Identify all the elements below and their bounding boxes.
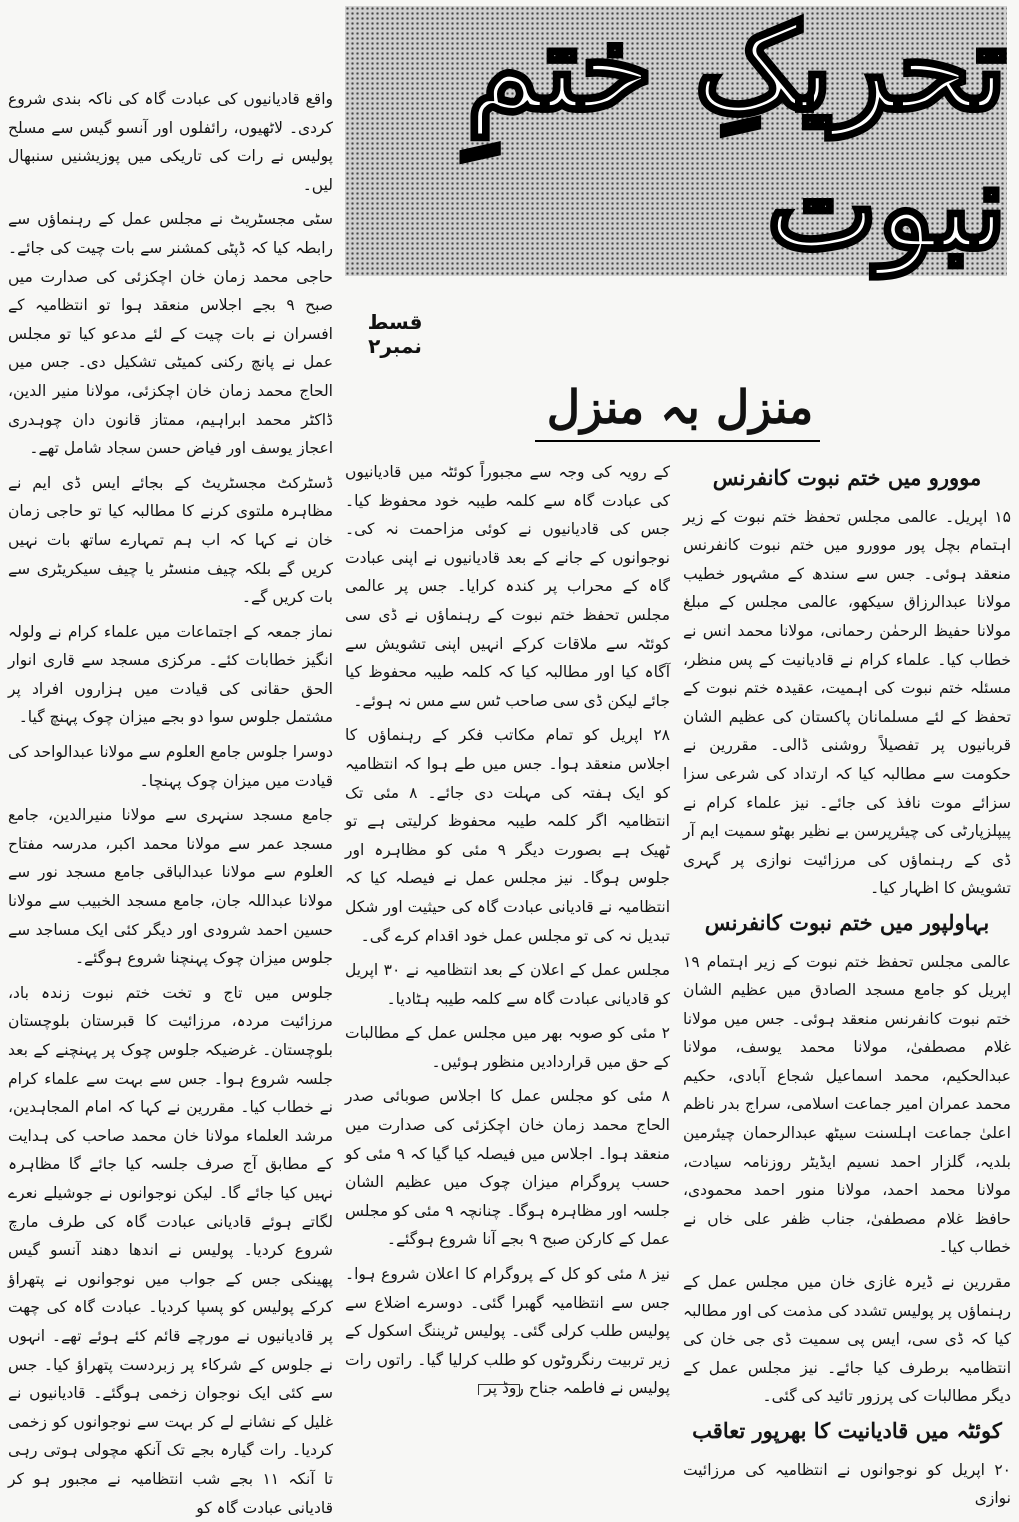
paragraph: ۲۸ اپریل کو تمام مکاتب فکر کے رہنماؤں کا اجلاس منعقد ہوا۔ جس میں طے ہوا کہ انتظامیہ کو ایک ہفتہ کی مہلت دی جائے۔ ۸ مئی تک انتظامیہ اگر کلمہ طیبہ محفوظ کرلیتی ہے تو ٹھیک ہے بصورت دیگر ۹ مئی کو مظاہرہ اور جلوس ہوگا۔ نیز مجلس عمل نے فیصلہ کیا کہ انتظامیہ نے قادیانی عبادت گاہ کی حیثیت اور شکل تبدیل نہ کی تو مجلس عمل خود اقدام کرے گی۔ [345, 726, 670, 945]
paragraph: مجلس عمل کے اعلان کے بعد انتظامیہ نے ۳۰ اپریل کو قادیانی عبادت گاہ سے کلمہ طیبہ ہٹادیا۔ [345, 961, 670, 1008]
paragraph: ڈسٹرکٹ مجسٹریٹ کے بجائے ایس ڈی ایم نے مظاہرہ ملتوی کرنے کا مطالبہ کیا تو حاجی زمان خان نے کہا کہ اب ہم تمہارے ساتھ بات نہیں کریں گے بلکہ چیف منسٹر یا چیف سیکریٹری سے بات کریں گے۔ [8, 473, 333, 607]
paragraph: واقع قادیانیوں کی عبادت گاہ کی ناکہ بندی شروع کردی۔ لاٹھیوں، رائفلوں اور آنسو گیس سے مسلح پولیس نے رات کی تاریکی میں پوزیشنیں سنبھال لیں۔ [8, 90, 333, 194]
paragraph: ۲۰ اپریل کو نوجوانوں نے انتظامیہ کی مرزائیت نوازی [683, 1460, 1011, 1508]
masthead-title: تحریکِ ختمِ نبوت [466, 0, 1007, 276]
subheading-quetta: کوئٹہ میں قادیانیت کا بھرپور تعاقب [692, 1418, 1002, 1443]
paragraph: کے رویہ کی وجہ سے مجبوراً کوئٹہ میں قادیانیوں کی عبادت گاہ سے کلمہ طیبہ خود محفوظ کیا۔ جس کی قادیانیوں نے کوئی مزاحمت نہ کی۔ نوجوانوں کے جانے کے بعد قادیانیوں نے اپنی عبادت گاہ کے محراب پر کندہ کرایا۔ جس پر عالمی مجلس تحفظ ختم نبوت کے رہنماؤں نے ڈی سی کوئٹہ سے ملاقات کرکے انہیں اپنی تشویش سے آگاہ کیا اور مطالبہ کیا کہ کلمہ طیبہ محفوظ کیا جائے لیکن ڈی سی صاحب ٹس سے مس نہ ہوئے۔ [345, 463, 670, 710]
paragraph: نماز جمعہ کے اجتماعات میں علماء کرام نے ولولہ انگیز خطابات کئے۔ مرکزی مسجد سے قاری انوار الحق حقانی کی قیادت میں ہزاروں افراد پر مشتمل جلوس سوا دو بجے میزان چوک پہنچ گیا۔ [8, 622, 333, 727]
paragraph: مقررین نے ڈیرہ غازی خان میں مجلس عمل کے رہنماؤں پر پولیس تشدد کی مذمت کی اور مطالبہ کیا کہ ڈی سی، ایس پی سمیت ڈی جی خان کی انتظامیہ برطرف کیا جائے۔ نیز مجلس عمل کے دیگر مطالبات کی پرزور تائید کی گئی۔ [683, 1273, 1011, 1406]
paragraph: ۲ مئی کو صوبہ بھر میں مجلس عمل کے مطالبات کے حق میں قراردادیں منظور ہوئیں۔ [345, 1024, 670, 1071]
column-middle [345, 458, 670, 1398]
paragraph: ۸ مئی کو مجلس عمل کا اجلاس صوبائی صدر الحاج محمد زمان خان اچکزئی کی صدارت میں منعقد ہوا۔ اجلاس میں فیصلہ کیا گیا کہ ۹ مئی کو حسب پروگرام میزان چوک میں عظیم الشان جلسہ اور مظاہرہ ہوگا۔ چنانچہ ۹ مئی کو مجلس عمل کے کارکن صبح ۹ بجے آنا شروع ہوگئے۔ [345, 1087, 670, 1249]
paragraph: سٹی مجسٹریٹ نے مجلس عمل کے رہنماؤں سے رابطہ کیا کہ ڈپٹی کمشنر سے بات چیت کی جائے۔ حاجی محمد زمان خان اچکزئی کی صدارت میں صبح ۹ بجے اجلاس منعقد ہوا تو انتظامیہ کے افسران نے بات چیت کے لئے مدعو کیا تو مجلس عمل نے پانچ رکنی کمیٹی تشکیل دی۔ جس میں الحاج محمد زمان خان اچکزئی، مولانا منیر الدین، ڈاکٹر محمد ابراہیم، ممتاز قانون دان چوہدری اعجاز یوسف اور فیاض حسن سجاد شامل تھے۔ [8, 210, 333, 458]
paragraph: جامع مسجد سنہری سے مولانا منیرالدین، جامع مسجد عمر سے مولانا محمد اکبر، مدرسہ مفتاح العلوم سے مولانا عبدالباقی جامع مسجد نور سے مولانا عبداللہ جان، جامع مسجد الخبیب سے مولانا حسین احمد شرودی اور دیگر کئی ایک مساجد سے جلوس میزان چوک پہنچنا شروع ہوگئے۔ [8, 806, 333, 968]
paragraph: جلوس میں تاج و تخت ختم نبوت زندہ باد، مرزائیت مردہ، مرزائیت کا قبرستان بلوچستان بلوچستان۔ غرضیکہ جلوس چوک پر پہنچنے کے بعد جلسہ شروع ہوا۔ جس سے بہت سے علماء کرام نے خطاب کیا۔ مقررین نے کہا کہ امام المجاہدین، مرشد العلماء مولانا خان محمد صاحب کی ہدایت کے مطابق آج صرف جلسہ کیا جائے گا مظاہرہ نہیں کیا جائے گا۔ لیکن نوجوانوں نے جوشیلے نعرے لگاتے ہوئے قادیانی عبادت گاہ کی طرف مارچ شروع کردیا۔ پولیس نے اندھا دھند آنسو گیس پھینکی جس کے جواب میں نوجوانوں نے پتھراؤ کرکے پولیس کو پسپا کردیا۔ عبادت گاہ کی چھت پر قادیانیوں نے مورچے قائم کئے ہوئے تھے۔ انہوں نے جلوس کے شرکاء پر زبردست پتھراؤ کیا۔ جس سے کئی ایک نوجوان زخمی ہوگئے۔ قادیانیوں نے غلیل کے نشانے لے کر بہت سے نوجوانوں کو زخمی کردیا۔ رات گیارہ بجے تک آنکھ مچولی ہوتی رہی تا آنکہ ۱۱ بجے شب انتظامیہ نے مجبور ہو کر قادیانی عبادت گاہ کو [8, 983, 334, 1517]
column-left [8, 85, 334, 1517]
section-heading: منزل بہ منزل [546, 380, 814, 434]
paragraph: دوسرا جلوس جامع العلوم سے مولانا عبدالواحد کی قیادت میں میزان چوک پہنچا۔ [8, 743, 333, 790]
paragraph: ۱۵ اپریل۔ عالمی مجلس تحفظ ختم نبوت کے زیر اہتمام بچل پور موورو میں ختم نبوت کانفرنس منعقد ہوئی۔ جس سے سندھ کے مشہور خطیب مولانا عبدالرزاق سیکھو، عالمی مجلس کے مبلغ مولانا حفیظ الرحمٰن رحمانی، مولانا محمد انس نے خطاب کیا۔ علماء کرام نے قادیانیت کے پس منظر، مسئلہ ختم نبوت کی اہمیت، عقیدہ ختم نبوت کے تحفظ کے لئے مسلمانان پاکستان کی عظیم الشان قربانیوں پر تفصیلاً روشنی ڈالی۔ مقررین نے حکومت سے مطالبہ کیا کہ ارتداد کی شرعی سزا سزائے موت نافذ کی جائے۔ نیز علماء کرام نے پیپلزپارٹی کی چیئرپرسن بے نظیر بھٹو سمیت ایم آر ڈی کے رہنماؤں کی مرزائیت نوازی پر گہری تشویش کا اظہار کیا۔ [683, 507, 1011, 898]
masthead-banner [345, 0, 1007, 276]
column-right [683, 458, 1011, 1508]
installment-label: قسط نمبر۲ [367, 310, 423, 358]
subheading-bahawalpur: بہاولپور میں ختم نبوت کانفرنس [704, 909, 990, 935]
heading-rule [535, 440, 820, 442]
paragraph: نیز ۸ مئی کو کل کے پروگرام کا اعلان شروع ہوا۔ جس سے انتظامیہ گھبرا گئی۔ دوسرے اضلاع سے پولیس طلب کرلی گئی۔ پولیس ٹریننگ اسکول کے زیر تربیت رنگروٹوں کو طلب کرلیا گیا۔ راتوں رات پولیس نے فاطمہ جناح روڈ پر [345, 1265, 670, 1398]
subheading-moro: موورو میں ختم نبوت کانفرنس [712, 465, 982, 490]
paragraph: عالمی مجلس تحفظ ختم نبوت کے زیر اہتمام ۱۹ اپریل کو جامع مسجد الصادق میں عظیم الشان ختم نبوت کانفرنس منعقد ہوئی۔ جس میں مولانا غلام مصطفیٰ، مولانا محمد یوسف، مولانا عبدالحکیم، محمد اسماعیل شجاع آبادی، حکیم محمد عمران امیر جماعت اسلامی، سراج بدر ناظم اعلیٰ جماعت اہلسنت سیٹھ عبدالرحمان چیئرمین بلدیہ، گلزار احمد نسیم ایڈیٹر روزنامہ سیادت، مولانا محمد احمد، مولانا منور احمد محمودی، حافظ غلام مصطفیٰ، جناب ظفر علی خاں نے خطاب کیا۔ [683, 952, 1011, 1257]
page-number-box [478, 1384, 520, 1395]
